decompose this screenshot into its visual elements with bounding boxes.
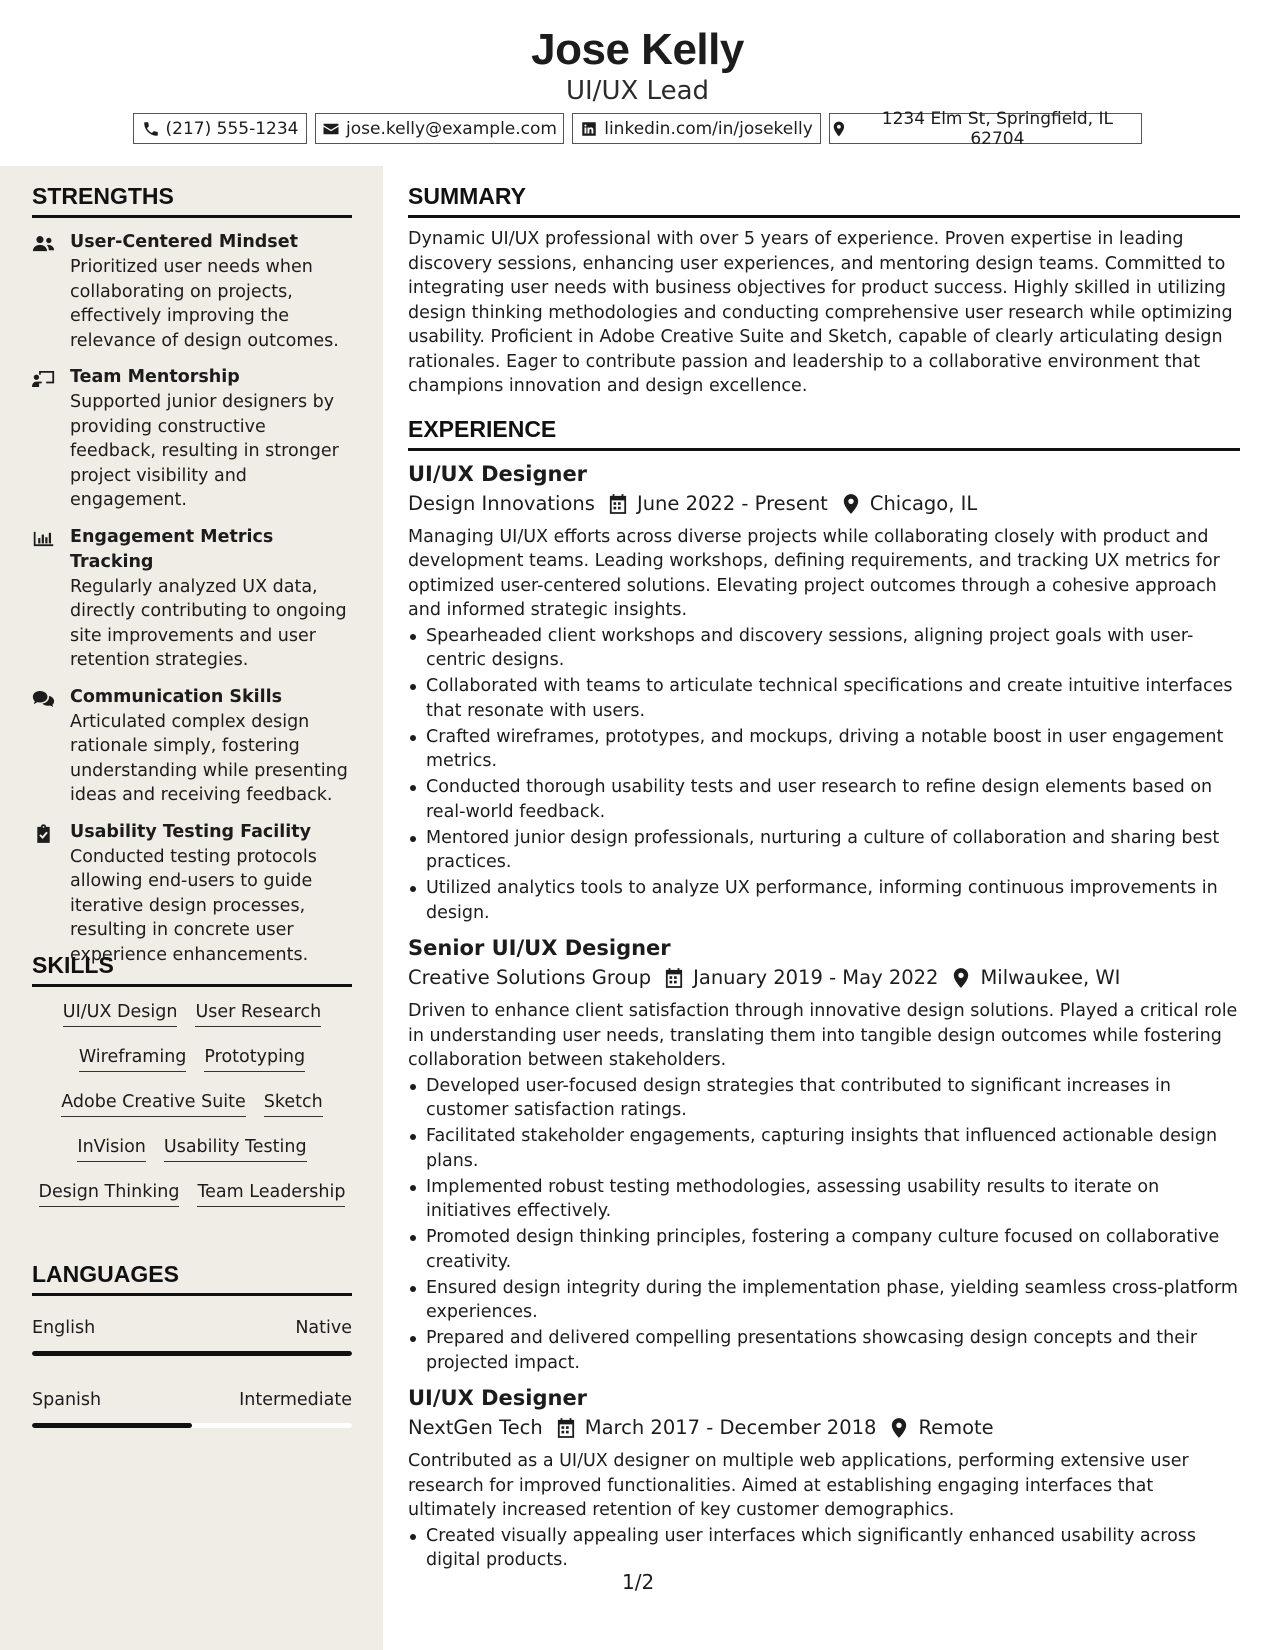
language-item: [32, 1388, 352, 1428]
contact-email[interactable]: [315, 113, 564, 144]
skills-heading: SKILLS: [32, 951, 352, 987]
job-location: Milwaukee, WI: [980, 966, 1121, 989]
strength-title: Engagement Metrics Tracking: [70, 526, 274, 572]
job-entry: [408, 460, 1240, 926]
job-entry: [408, 1384, 1240, 1573]
skill-chip: Usability Testing: [164, 1135, 307, 1162]
strength-item: [32, 525, 352, 673]
strength-item: [32, 230, 352, 353]
job-bullet: Created visually appealing user interfaces which significantly enhanced usability across digital products.: [408, 1524, 1240, 1573]
job-bullet: Prepared and delivered compelling presentations showcasing design concepts and their projected impact.: [408, 1326, 1240, 1375]
linkedin-icon: [580, 120, 598, 138]
skill-chip: InVision: [77, 1135, 145, 1162]
job-location: Chicago, IL: [869, 491, 978, 515]
job-bullet: Facilitated stakeholder engagements, capturing insights that influenced actionable design plans.: [408, 1124, 1240, 1173]
phone-icon: [142, 120, 160, 138]
job-bullet: Collaborated with teams to articulate technical specifications and create intuitive interfaces that resonate with users.: [408, 674, 1240, 723]
chalkboard-teacher-icon: [32, 369, 55, 389]
skill-chip: Sketch: [264, 1090, 323, 1117]
job-description: Managing UI/UX efforts across diverse projects while collaborating closely with product and development teams. Leading workshops, defining requirements, and tracking UX metrics for optimized user-centered solutions. Elevating project outcomes through a cohesive approach and informed strategic insights.: [408, 526, 1220, 620]
job-bullet: Ensured design integrity during the implementation phase, yielding seamless cross-platform experiences.: [408, 1276, 1240, 1325]
summary-section: [408, 182, 1240, 399]
language-proficiency-fill: [32, 1423, 192, 1428]
summary-heading: SUMMARY: [408, 182, 1240, 218]
job-dates: June 2022 - Present: [636, 491, 828, 515]
skill-chip: Adobe Creative Suite: [61, 1090, 246, 1117]
job-bullet: Promoted design thinking principles, fostering a company culture focused on collaborative creativity.: [408, 1225, 1240, 1274]
job-meta: [408, 489, 1240, 519]
strength-item: [32, 820, 352, 968]
job-title: UI/UX Designer: [408, 461, 588, 486]
strength-title: Usability Testing Facility: [70, 821, 312, 842]
page-number: 1/2: [622, 1570, 655, 1594]
job-meta: [408, 963, 1240, 993]
strength-desc: Conducted testing protocols allowing end-users to guide iterative design processes, resulting in concrete user experience enhancements.: [70, 846, 317, 965]
envelope-icon: [322, 120, 340, 138]
bar-chart-icon: [32, 529, 55, 549]
contact-linkedin[interactable]: [572, 113, 821, 144]
job-meta: [408, 1413, 1240, 1443]
strength-desc: Articulated complex design rationale simply, fostering understanding while presenting ideas and receiving feedback.: [70, 711, 348, 805]
contact-bar: [0, 108, 1275, 149]
job-bullets: [408, 1074, 1240, 1376]
strength-desc: Prioritized user needs when collaborating on projects, effectively improving the relevance of design outcomes.: [70, 257, 339, 351]
skill-chip: Team Leadership: [197, 1180, 345, 1207]
calendar-icon: [609, 494, 627, 514]
job-company: Creative Solutions Group: [408, 966, 652, 989]
candidate-title: UI/UX Lead: [565, 76, 710, 106]
strength-title: Communication Skills: [70, 686, 283, 707]
language-proficiency-fill: [32, 1351, 352, 1356]
language-level: Intermediate: [239, 1390, 352, 1410]
calendar-icon: [557, 1418, 575, 1438]
contact-phone[interactable]: [133, 113, 307, 144]
job-bullets: [408, 624, 1240, 926]
job-bullets: [408, 1524, 1240, 1573]
resume-header: [0, 0, 1275, 166]
skill-chip: Prototyping: [204, 1045, 305, 1072]
job-bullet: Implemented robust testing methodologies, assessing usability results to iterate on initiatives effectively.: [408, 1175, 1240, 1224]
language-proficiency-bar: [32, 1423, 352, 1428]
skill-chip: Wireframing: [79, 1045, 187, 1072]
skill-chip: UI/UX Design: [63, 1000, 178, 1027]
map-pin-icon: [890, 1418, 908, 1438]
comments-icon: [32, 689, 55, 709]
experience-heading: EXPERIENCE: [408, 415, 1240, 451]
job-bullet: Crafted wireframes, prototypes, and mockups, driving a notable boost in user engagement metrics.: [408, 725, 1240, 774]
language-item: [32, 1316, 352, 1356]
job-bullet: Spearheaded client workshops and discovery sessions, aligning project goals with user-centric designs.: [408, 624, 1240, 673]
strengths-section: [32, 182, 352, 967]
contact-email-text: jose.kelly@example.com: [346, 118, 557, 139]
main-content: [408, 166, 1240, 1574]
calendar-icon: [665, 968, 683, 988]
job-bullet: Conducted thorough usability tests and user research to refine design elements based on real-world feedback.: [408, 775, 1240, 824]
job-entry: [408, 934, 1240, 1375]
language-name: English: [32, 1318, 96, 1338]
job-bullet: Developed user-focused design strategies that contributed to significant increases in customer satisfaction ratings.: [408, 1074, 1240, 1123]
job-description: Contributed as a UI/UX designer on multiple web applications, performing extensive user research for improved functionalities. Aimed at establishing engaging interfaces that ultimately increased retention of key customer demographics.: [408, 1451, 1189, 1520]
job-dates: March 2017 - December 2018: [584, 1416, 877, 1439]
experience-section: [408, 415, 1240, 1573]
strength-desc: Regularly analyzed UX data, directly contributing to ongoing site improvements and user retention strategies.: [70, 576, 347, 670]
map-pin-icon: [952, 968, 970, 988]
strength-desc: Supported junior designers by providing constructive feedback, resulting in stronger project visibility and engagement.: [70, 392, 339, 510]
job-location: Remote: [918, 1416, 994, 1439]
language-proficiency-bar: [32, 1351, 352, 1356]
clipboard-check-icon: [32, 824, 55, 844]
job-dates: January 2019 - May 2022: [693, 966, 939, 989]
job-bullet: Mentored junior design professionals, nurturing a culture of collaboration and sharing best practices.: [408, 826, 1240, 875]
contact-phone-text: (217) 555-1234: [165, 118, 299, 139]
summary-text: Dynamic UI/UX professional with over 5 years of experience. Proven expertise in leading discovery sessions, enhancing user experiences, and mentoring design teams. Committed to integrating user needs with business objectives for product success. Highly skilled in utilizing design thinking methodologies and conducting comprehensive user research while optimizing usability. Proficient in Adobe Creative Suite and Sketch, capable of clearly articulating design rationales. Eager to contribute passion and leadership to a collaborative environment that champions innovation and design excellence.: [408, 229, 1233, 396]
skills-section: [32, 951, 352, 1218]
job-bullet: Utilized analytics tools to analyze UX performance, informing continuous improvements in design.: [408, 876, 1240, 925]
job-description: Driven to enhance client satisfaction through innovative design solutions. Played a critical role in understanding user needs, translating them into tangible design outcomes while fostering collaboration between stakeholders.: [408, 1001, 1238, 1070]
map-pin-icon: [830, 120, 848, 138]
strengths-heading: STRENGTHS: [32, 182, 352, 218]
job-title: Senior UI/UX Designer: [408, 936, 671, 960]
sidebar: [0, 166, 383, 1650]
strength-item: [32, 365, 352, 513]
strength-item: [32, 685, 352, 808]
job-company: NextGen Tech: [408, 1416, 543, 1439]
language-level: Native: [295, 1318, 352, 1338]
job-company: Design Innovations: [408, 491, 595, 515]
skill-chip: User Research: [195, 1000, 321, 1027]
skill-chip: Design Thinking: [39, 1180, 180, 1207]
job-title: UI/UX Designer: [408, 1386, 588, 1410]
strength-title: User-Centered Mindset: [70, 232, 298, 252]
strength-title: Team Mentorship: [70, 367, 240, 387]
languages-section: [32, 1260, 352, 1428]
languages-heading: LANGUAGES: [32, 1260, 352, 1296]
contact-address-text: 1234 Elm St, Springfield, IL 62704: [881, 108, 1113, 149]
language-name: Spanish: [32, 1390, 102, 1410]
candidate-name: Jose Kelly: [531, 25, 744, 74]
contact-address: [829, 108, 1142, 149]
users-icon: [32, 234, 55, 254]
skills-list: [32, 993, 352, 1218]
map-pin-icon: [842, 494, 860, 514]
contact-linkedin-text: linkedin.com/in/josekelly: [604, 118, 813, 139]
